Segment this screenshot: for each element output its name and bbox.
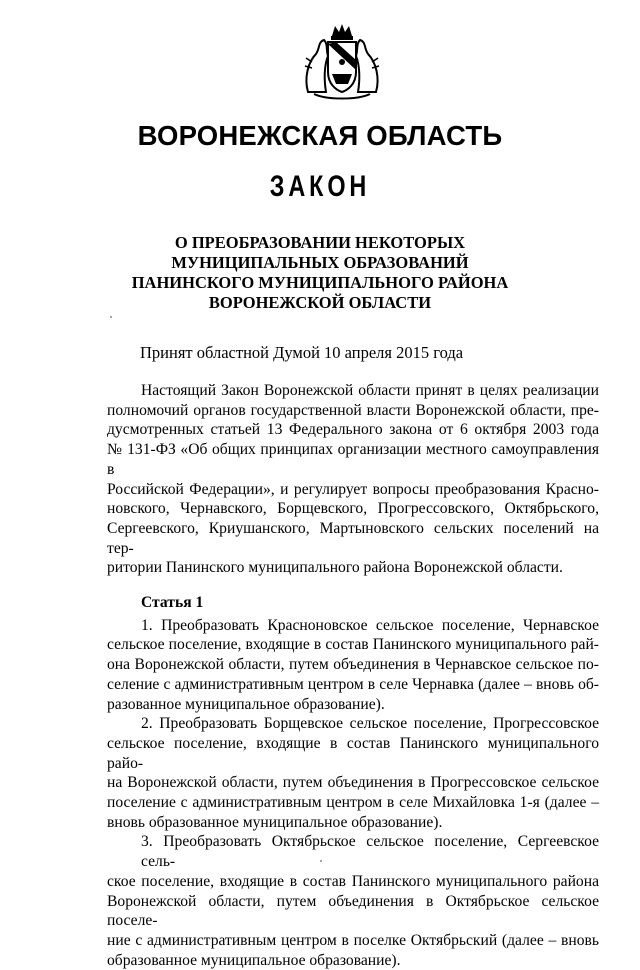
article-item-3 [107, 832, 599, 970]
adoption-date: Принят областной Думой 10 апреля 2015 года [140, 343, 464, 362]
text-line: образованное муниципальное образование). [107, 951, 401, 969]
text-line: Сергеевского, Криушанского, Мартыновского сельских поселений на тер- [107, 519, 599, 557]
title-line: ПАНИНСКОГО МУНИЦИПАЛЬНОГО РАЙОНА [131, 273, 509, 292]
law-heading: ЗАКОН [269, 170, 371, 203]
text-line: Российской Федерации», и регулирует вопросы преобразования Красно- [107, 480, 599, 498]
text-line: дусмотренных статьей 13 Федерального закона от 6 октября 2003 года [107, 421, 599, 439]
text-line: селение с административным центром в селе Чернавка (далее – вновь об- [107, 675, 599, 693]
text-line: ское поселение, входящие в состав Панинского муниципального района [107, 872, 599, 890]
article-item-1 [107, 616, 599, 715]
scan-speck [320, 860, 322, 862]
text-line: 1. Преобразовать Красноновское сельское поселение, Чернавское [141, 616, 599, 634]
text-line: № 131-ФЗ «Об общих принципах организации местного самоуправления в [107, 441, 599, 478]
law-title [120, 233, 520, 313]
article-heading: Статья 1 [141, 594, 204, 612]
preamble-paragraph [107, 381, 599, 578]
text-line: 3. Преобразовать Октябрьское сельское поселение, Сергеевское сель- [141, 833, 599, 871]
text-line: ритории Панинского муниципального района Воронежской области. [107, 559, 563, 577]
coat-of-arms-icon [302, 22, 382, 104]
text-line: Воронежской области, путем объединения в Октябрьское сельское поселе- [107, 892, 599, 930]
scan-speck [110, 316, 112, 318]
text-line: разованное муниципальное образование). [107, 695, 385, 713]
title-line: МУНИЦИПАЛЬНЫХ ОБРАЗОВАНИЙ [171, 253, 469, 272]
article-item-2 [107, 714, 599, 832]
text-line: Настоящий Закон Воронежской области принят в целях реализации [141, 382, 599, 399]
text-line: ние с административным центром в поселке Октябрьский (далее – вновь [107, 931, 599, 949]
text-line: на Воронежской области, путем объединения в Прогрессовское сельское [107, 774, 599, 792]
text-line: поселение с административным центром в селе Михайловка 1-я (далее – [107, 794, 599, 812]
text-line: сельское поселение, входящие в состав Панинского муниципального рай- [107, 636, 599, 654]
text-line: 2. Преобразовать Борщевское сельское поселение, Прогрессовское [141, 715, 599, 733]
text-line: полномочий органов государственной власти Воронежской области, пре- [107, 401, 599, 419]
law-body [107, 381, 599, 970]
text-line: она Воронежской области, путем объединения в Чернавское сельское по- [107, 656, 599, 674]
text-line: вновь образованное муниципальное образование). [107, 813, 443, 831]
region-heading: ВОРОНЕЖСКАЯ ОБЛАСТЬ [137, 120, 503, 151]
title-line: ВОРОНЕЖСКОЙ ОБЛАСТИ [208, 293, 432, 312]
title-line: О ПРЕОБРАЗОВАНИИ НЕКОТОРЫХ [174, 233, 466, 252]
text-line: сельское поселение, входящие в состав Панинского муниципального райо- [107, 734, 599, 772]
text-line: новского, Чернавского, Борщевского, Прогрессовского, Октябрьского, [107, 500, 599, 518]
